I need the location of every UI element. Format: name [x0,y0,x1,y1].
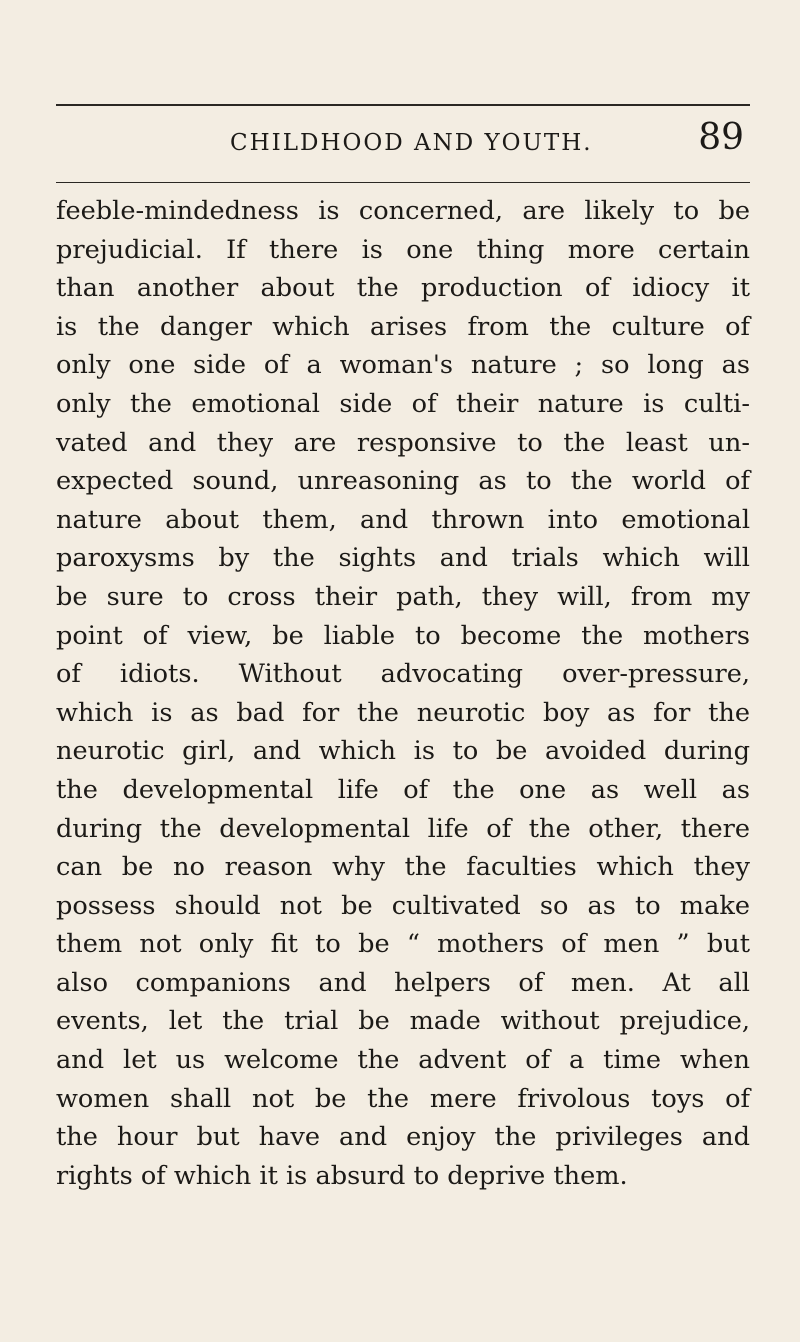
text-line: rights of which it is absurd to deprive them. [56,1160,628,1191]
text-line: prejudicial. If there is one thing more certain [56,234,750,265]
text-line: expected sound, unreasoning as to the world of [56,466,750,497]
text-line: possess should not be cultivated so as to make [56,890,750,921]
text-line: of idiots. Without advocating over-pressure, [56,659,750,690]
text-line: feeble-mindedness is concerned, are likely to be [56,196,750,226]
header-top-rule [56,104,750,106]
text-line: be sure to cross their path, they will, from my [56,581,750,612]
text-line: nature about them, and thrown into emotional [56,504,750,535]
running-title: CHILDHOOD AND YOUTH. [230,130,593,156]
text-line: is the danger which arises from the culture of [56,311,750,342]
text-line: only the emotional side of their nature is culti- [56,388,750,419]
text-line: them not only fit to be “ mothers of men ” but [56,929,750,960]
text-line: neurotic girl, and which is to be avoided during [56,736,750,767]
text-line: women shall not be the mere frivolous toys of [56,1083,750,1114]
text-line: during the developmental life of the other, there [56,813,750,844]
text-line: and let us welcome the advent of a time when [56,1045,750,1076]
page-number: 89 [698,117,744,158]
text-line: only one side of a woman's nature ; so long as [56,350,750,381]
text-line: paroxysms by the sights and trials which will [56,543,750,574]
text-line: the hour but have and enjoy the privileges and [56,1122,750,1153]
text-line: point of view, be liable to become the mothers [56,620,750,651]
text-line: the developmental life of the one as well as [56,774,750,805]
text-line: which is as bad for the neurotic boy as for the [56,697,750,728]
text-line: vated and they are responsive to the least un- [56,427,750,458]
running-head [0,116,800,166]
text-line: can be no reason why the faculties which they [56,852,750,883]
body-paragraph [56,192,750,1195]
text-line: events, let the trial be made without prejudice, [56,1006,750,1037]
header-bottom-rule [56,182,750,183]
text-line: than another about the production of idiocy it [56,273,750,304]
text-line: also companions and helpers of men. At all [56,967,750,998]
